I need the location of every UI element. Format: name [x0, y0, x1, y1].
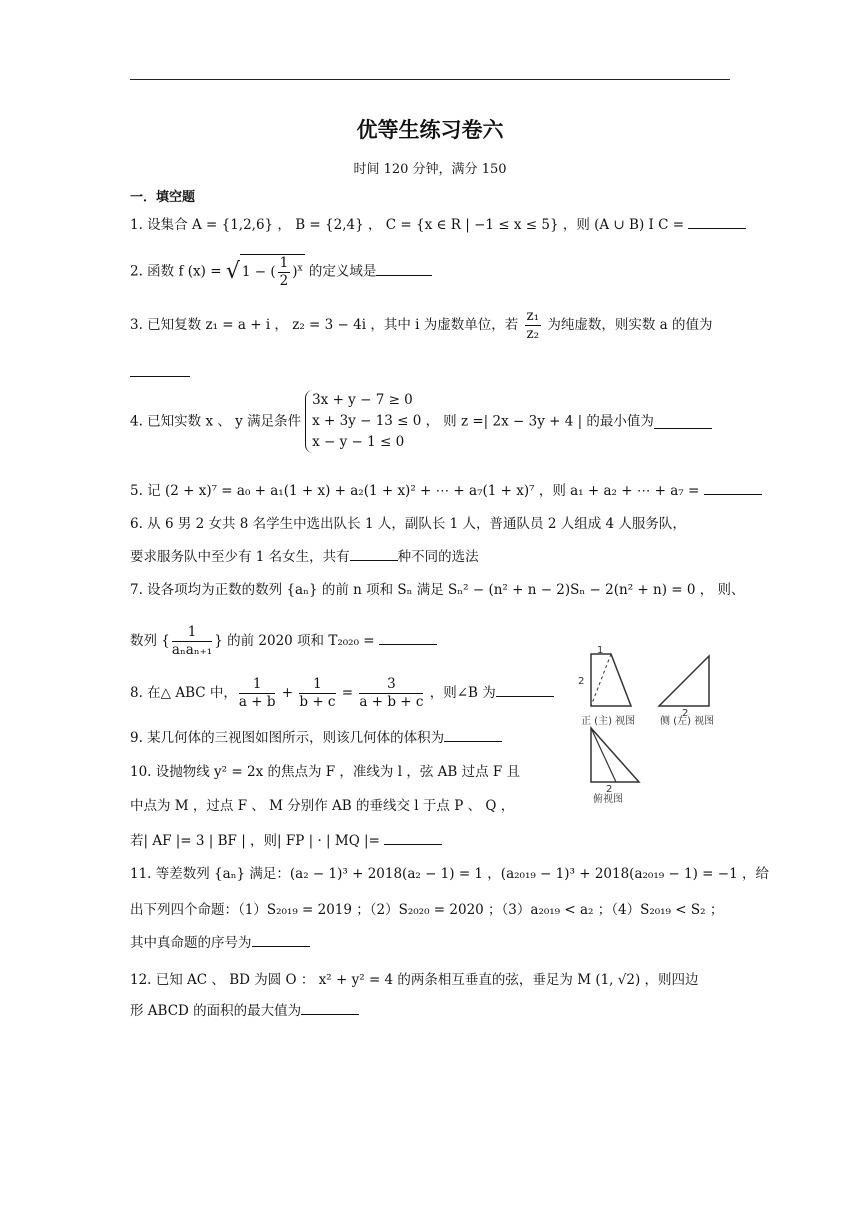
top-view-outline — [591, 728, 639, 782]
q7-fraction — [172, 624, 212, 659]
figure-dim-side: 2 — [682, 708, 689, 719]
q10-line-1: 10. 设抛物线 y² = 2x 的焦点为 F ，准线为 l ，弦 AB 过点 F 且 — [130, 764, 521, 780]
question-2 — [130, 254, 432, 290]
question-7 — [130, 580, 745, 600]
top-view — [591, 728, 639, 782]
question-3 — [130, 308, 712, 343]
question-12 — [130, 970, 699, 990]
q8-fraction-1 — [239, 676, 276, 711]
q11-line-3: 其中真命题的序号为 — [130, 935, 252, 951]
figure-dim-bottom: 2 — [606, 784, 613, 795]
q2-fraction — [278, 255, 291, 290]
question-5 — [130, 480, 762, 501]
q5-text: 5. 记 (2 + x)⁷ = a₀ + a₁(1 + x) + a₂(1 + x)² + ⋯ + a₇(1 + x)⁷ ，则 a₁ + a₂ + ⋯ + a₇ = — [130, 483, 704, 499]
q8-text-pre: 8. 在△ ABC 中， — [130, 685, 237, 701]
question-8: 8. 在△ ABC 中， $\frac{1}{a + b}$ + $\frac{1}{b + c}$ = $\frac{3}{a + b + c}$ ，则∠B 为 — [130, 676, 554, 711]
header-rule — [130, 79, 730, 80]
q7-answer-blank[interactable] — [379, 630, 437, 645]
q5-answer-blank[interactable] — [704, 480, 762, 495]
q10-answer-blank[interactable] — [384, 830, 442, 845]
q4-constraint-system — [305, 390, 439, 453]
question-4 — [130, 390, 712, 453]
q7-denominator: aₙaₙ₊₁ — [171, 642, 213, 658]
top-view-label: 俯视图 — [593, 794, 623, 805]
side-view — [659, 656, 709, 706]
document-title: 优等生练习卷六 — [356, 118, 504, 142]
q4-constraint-2: x + 3y − 13 ≤ 0 ， — [312, 413, 440, 429]
q12-line-2: 形 ABCD 的面积的最大值为 — [130, 1003, 302, 1019]
q7-line-1: 7. 设各项均为正数的数列 {aₙ} 的前 n 项和 Sₙ 满足 Sₙ² − (n² + n − 2)Sₙ − 2(n² + n) = 0 ， 则、 — [130, 582, 745, 598]
q12-answer-blank[interactable] — [301, 1000, 359, 1015]
q2-denominator: 2 — [279, 273, 289, 289]
q1-text: A = {1,2,6} ， B = {2,4} ， C = {x ∈ R | −1 ≤ x ≤ 5} ，则 (A ∪ B) I C = — [191, 217, 689, 233]
q8-denominator-2: b + c — [299, 694, 336, 710]
q8-numerator-3: 3 — [359, 676, 423, 694]
top-view-inner-edge — [591, 728, 616, 782]
front-view — [591, 654, 631, 706]
q3-denominator: z₂ — [526, 326, 540, 342]
question-6 — [130, 514, 686, 534]
q6-line-2b: 种不同的选法 — [397, 549, 479, 565]
q8-denominator-3: a + b + c — [359, 694, 424, 710]
question-1 — [130, 214, 746, 235]
q2-exponent: x — [297, 263, 303, 274]
q6-answer-blank[interactable] — [350, 546, 398, 561]
q11-line-1: 11. 等差数列 {aₙ} 满足：(a₂ − 1)³ + 2018(a₂ − 1) = 1 ，(a₂₀₁₉ − 1)³ + 2018(a₂₀₁₉ − 1) = −1 ，给 — [130, 866, 769, 882]
front-view-label: 正 (主) 视图 — [581, 716, 636, 727]
q8-denominator-1: a + b — [238, 694, 276, 710]
q10-line-2-row — [130, 796, 514, 816]
document-subtitle: 时间 120 分钟，满分 150 — [353, 162, 507, 177]
figure-dim-top: 1 — [597, 645, 604, 656]
q1-number: 1. 设集合 — [130, 217, 192, 233]
q8-text-post: ，则∠B 为 — [425, 685, 496, 701]
three-view-drawing — [576, 644, 736, 814]
q8-numerator-2: 1 — [299, 676, 335, 694]
front-view-hidden-edge — [591, 654, 611, 706]
front-view-outline — [591, 654, 631, 706]
q10-line-3: 若| AF |= 3 | BF | ，则| FP | · | MQ |= — [130, 833, 385, 849]
q11-line-2-row — [130, 900, 723, 920]
q11-line-2: 出下列四个命题：（1）S₂₀₁₉ = 2019 ；（2）S₂₀₂₀ = 2020 ；（3）a₂₀₁₉ < a₂ ；（4）S₂₀₁₉ < S₂ ； — [130, 902, 724, 918]
q3-fraction — [525, 308, 542, 343]
q12-line-2-row — [130, 1000, 359, 1021]
q2-radicand-part1: 1 − ( — [241, 264, 276, 280]
q3-text-2: 为纯虚数，则实数 a 的值为 — [543, 317, 713, 333]
q4-text-2: 则 z =| 2x − 3y + 4 | 的最小值为 — [443, 413, 654, 430]
q3-text-1: 3. 已知复数 z₁ = a + i ， z₂ = 3 − 4i ，其中 i 为虚数单位，若 — [130, 317, 523, 333]
q9-answer-blank[interactable] — [444, 727, 502, 742]
q2-number: 2. 函数 — [130, 263, 179, 280]
q6-line-2-row — [130, 546, 479, 567]
q2-numerator: 1 — [279, 255, 289, 271]
q8-fraction-3 — [359, 676, 423, 711]
q2-radical-sign: √ — [225, 259, 240, 284]
section-heading: 一．填空题 — [130, 190, 196, 205]
q7-line-2-row — [130, 624, 437, 659]
q12-line-1: 12. 已知 AC 、 BD 为圆 O ： x² + y² = 4 的两条相互垂直的弦，垂足为 M (1, √2) ，则四边 — [130, 972, 699, 988]
q3-numerator: z₁ — [526, 308, 540, 324]
question-11 — [130, 864, 769, 884]
q10-line-2: 中点为 M ，过点 F 、 M 分别作 AB 的垂线交 l 于点 P 、 Q ， — [130, 798, 515, 814]
side-view-outline — [659, 656, 709, 706]
figure-dim-left: 2 — [578, 676, 585, 687]
question-10 — [130, 762, 520, 782]
q3-answer-line — [130, 362, 190, 383]
q9-text: 9. 某几何体的三视图如图所示，则该几何体的体积为 — [130, 730, 445, 746]
q4-constraint-3: x − y − 1 ≤ 0 — [312, 434, 405, 450]
three-view-figure — [576, 644, 736, 814]
q11-line-3-row — [130, 932, 310, 953]
q1-answer-blank[interactable] — [688, 214, 746, 229]
q6-line-2a: 要求服务队中至少有 1 名女生，共有 — [130, 549, 350, 565]
q2-radicand-part2: ) — [292, 264, 298, 280]
q8-fraction-2 — [299, 676, 335, 711]
question-9 — [130, 727, 502, 748]
side-view-label: 侧 (左) 视图 — [660, 716, 715, 727]
q2-answer-blank[interactable] — [376, 261, 432, 276]
q4-answer-blank[interactable] — [654, 414, 712, 429]
q6-line-1: 6. 从 6 男 2 女共 8 名学生中选出队长 1 人，副队长 1 人，普通队员 2 人组成 4 人服务队， — [130, 516, 686, 532]
q3-answer-blank[interactable] — [130, 362, 190, 377]
q4-text-1: 4. 已知实数 x 、 y 满足条件 — [130, 413, 302, 430]
q11-answer-blank[interactable] — [252, 932, 310, 947]
q7-text-pre: 数列 { — [130, 633, 170, 649]
q4-constraint-1: 3x + y − 7 ≥ 0 — [312, 392, 413, 408]
q7-numerator: 1 — [172, 624, 212, 642]
q2-radicand — [240, 254, 305, 290]
q8-numerator-1: 1 — [239, 676, 276, 694]
q10-line-3-row — [130, 830, 442, 851]
q8-answer-blank[interactable] — [496, 682, 554, 697]
q7-text-post: } 的前 2020 项和 T₂₀₂₀ = — [214, 633, 379, 649]
q2-function: f (x) = — [178, 263, 226, 280]
q2-text: 的定义域是 — [304, 263, 377, 280]
